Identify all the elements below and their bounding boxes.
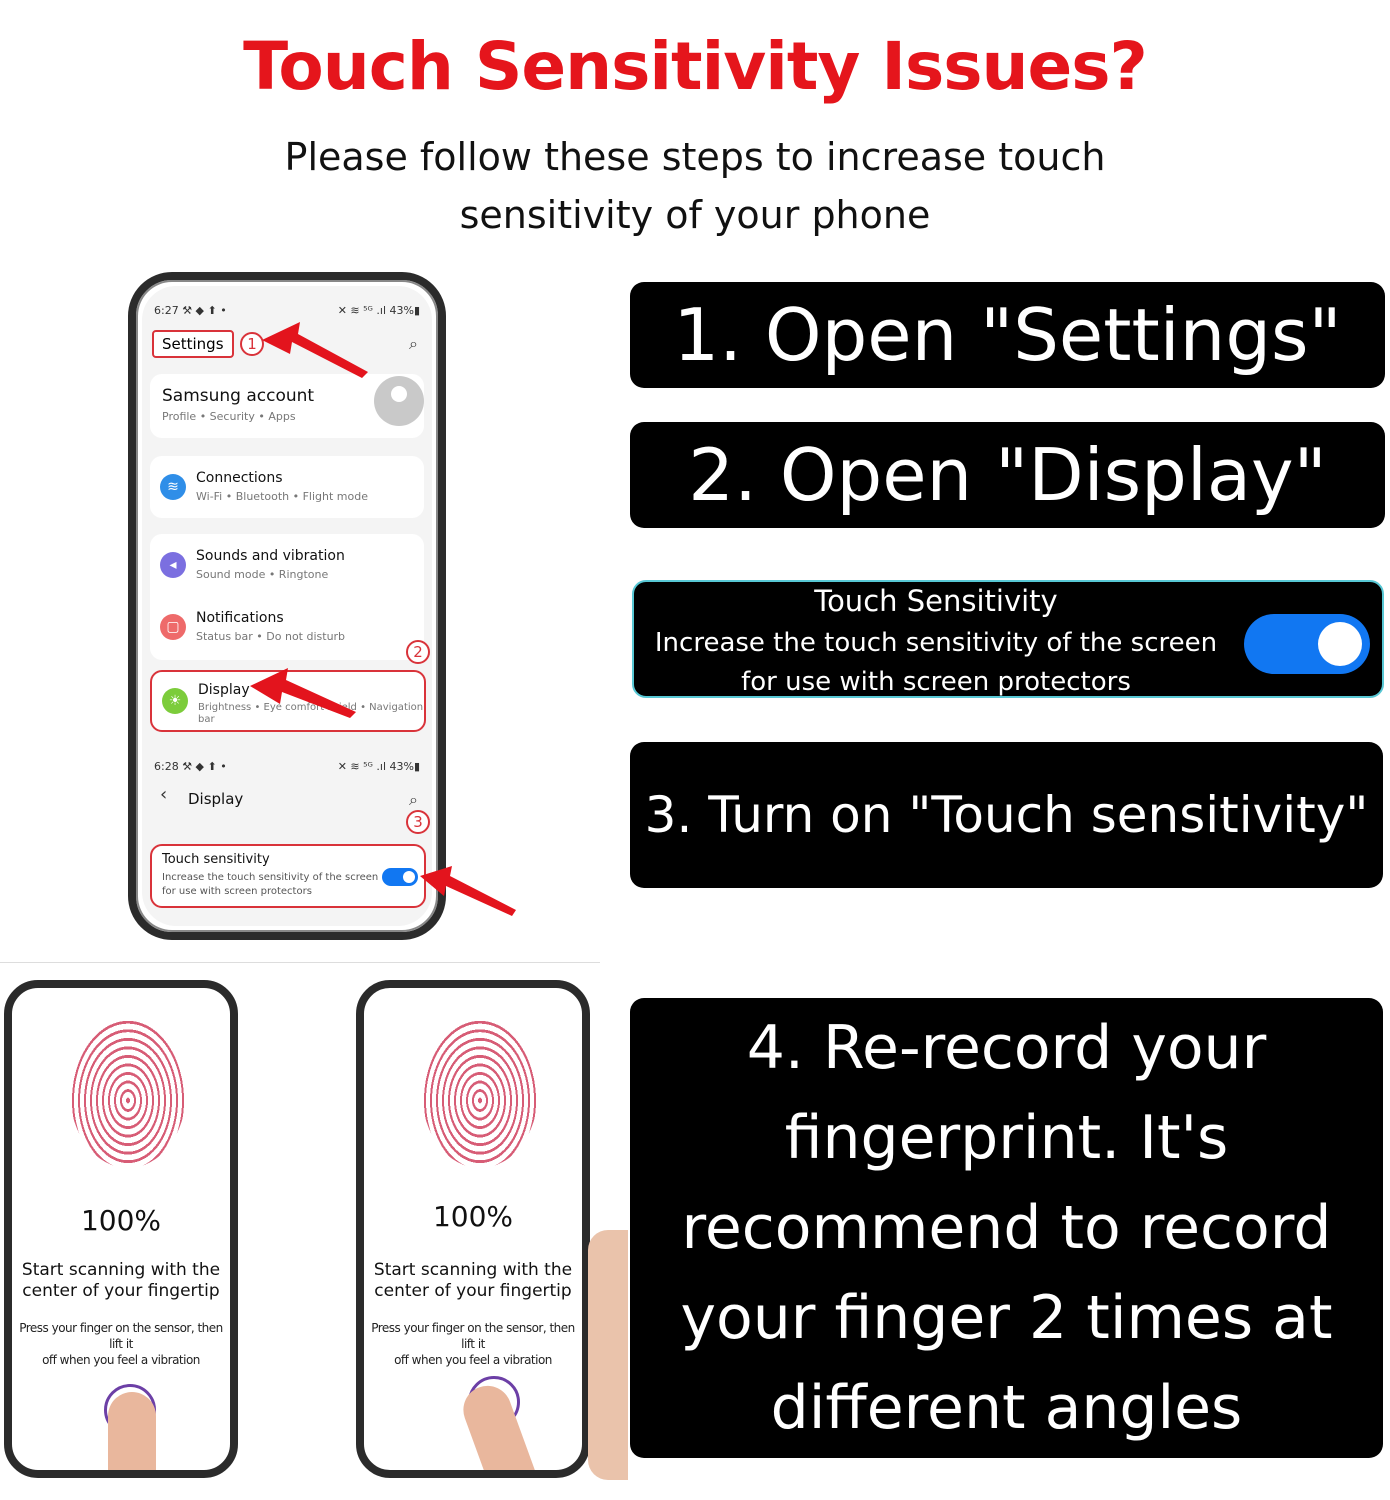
marker-3: 3 bbox=[406, 810, 430, 834]
display-sub: Brightness • Eye comfort shield • Navigation bbox=[198, 702, 424, 713]
display-title: Display bbox=[198, 682, 250, 698]
scan-percent-2: 100% bbox=[432, 1200, 514, 1233]
back-icon[interactable]: ‹ bbox=[160, 784, 168, 805]
scan-instruction-2 bbox=[364, 1260, 582, 1302]
subtitle-line-2: sensitivity of your phone bbox=[459, 193, 931, 237]
touch-sensitivity-desc bbox=[634, 624, 1238, 702]
fingerprint-icon-2 bbox=[422, 1018, 538, 1168]
wifi-icon: ≋ bbox=[160, 474, 186, 500]
settings-header[interactable]: Settings bbox=[152, 330, 234, 358]
fingerprint-phone-2 bbox=[356, 980, 590, 1478]
red-arrows bbox=[0, 0, 620, 960]
marker-1: 1 bbox=[240, 332, 264, 356]
ts-row-desc-2: for use with screen protectors bbox=[162, 886, 312, 897]
step-4-line-5: different angles bbox=[770, 1373, 1243, 1443]
divider bbox=[0, 962, 600, 963]
ts-desc-line-2: for use with screen protectors bbox=[741, 667, 1131, 697]
connections-title: Connections bbox=[196, 470, 283, 486]
hint-line-2: off when you feel a vibration bbox=[42, 1353, 200, 1367]
step-2-box: 2. Open "Display" bbox=[630, 422, 1385, 528]
scan-line-2: center of your fingertip bbox=[22, 1281, 220, 1301]
scan2-line-2: center of your fingertip bbox=[374, 1281, 572, 1301]
account-title: Samsung account bbox=[162, 386, 315, 406]
ts-row-title: Touch sensitivity bbox=[162, 852, 270, 867]
step-4-line-1: 4. Re-record your bbox=[746, 1013, 1267, 1083]
step-1-box: 1. Open "Settings" bbox=[630, 282, 1385, 388]
fingerprint-phone-1 bbox=[4, 980, 238, 1478]
step-4-box bbox=[630, 998, 1383, 1458]
scan-hint-2 bbox=[364, 1320, 582, 1368]
notifications-title[interactable]: Notifications bbox=[196, 610, 284, 626]
touch-sensitivity-toggle[interactable] bbox=[1244, 614, 1370, 674]
sounds-title[interactable]: Sounds and vibration bbox=[196, 548, 345, 564]
scan-instruction bbox=[12, 1260, 230, 1302]
speaker-icon: ◂ bbox=[160, 552, 186, 578]
finger-image bbox=[108, 1392, 156, 1478]
toggle-knob bbox=[1318, 622, 1362, 666]
sounds-sub: Sound mode • Ringtone bbox=[196, 568, 329, 581]
hint2-line-2: off when you feel a vibration bbox=[394, 1353, 552, 1367]
search-icon[interactable]: ⌕ bbox=[409, 334, 418, 353]
ts-row-desc-1: Increase the touch sensitivity of the screen bbox=[162, 872, 379, 883]
hint-line-1: Press your finger on the sensor, then lift it bbox=[19, 1321, 223, 1351]
status-time-2: 6:28 ⚒ ◆ ⬆ • bbox=[154, 760, 227, 773]
sun-icon: ☀ bbox=[162, 688, 188, 714]
touch-sensitivity-card bbox=[632, 580, 1384, 698]
arrow-to-toggle bbox=[420, 866, 516, 916]
step-4-line-4: your finger 2 times at bbox=[680, 1283, 1333, 1353]
fingerprint-icon bbox=[70, 1018, 186, 1168]
hand-image bbox=[588, 1230, 628, 1480]
account-sub: Profile • Security • Apps bbox=[162, 410, 296, 423]
scan-percent: 100% bbox=[80, 1204, 162, 1237]
step-4-text bbox=[681, 1003, 1333, 1453]
subtitle-line-1: Please follow these steps to increase touch bbox=[284, 135, 1106, 179]
arrow-to-display bbox=[250, 668, 356, 718]
step-3-box: 3. Turn on "Touch sensitivity" bbox=[630, 742, 1383, 888]
status-time: 6:27 ⚒ ◆ ⬆ • bbox=[154, 304, 227, 317]
touch-sensitivity-title: Touch Sensitivity bbox=[814, 584, 1058, 618]
notification-icon: ▢ bbox=[160, 614, 186, 640]
hint2-line-1: Press your finger on the sensor, then lift it bbox=[371, 1321, 575, 1351]
search-icon-2[interactable]: ⌕ bbox=[409, 790, 418, 809]
step-4-line-2: fingerprint. It's bbox=[784, 1103, 1229, 1173]
marker-2: 2 bbox=[406, 640, 430, 664]
arrow-to-settings bbox=[262, 322, 368, 378]
status-icons: ✕ ≋ ⁵ᴳ .ıl 43%▮ bbox=[337, 304, 420, 317]
page-title: Touch Sensitivity Issues? bbox=[243, 28, 1147, 105]
step-4-line-3: recommend to record bbox=[681, 1193, 1332, 1263]
scan2-line-1: Start scanning with the bbox=[373, 1260, 573, 1280]
ts-desc-line-1: Increase the touch sensitivity of the screen bbox=[654, 628, 1218, 658]
display-sub-2: bar bbox=[198, 714, 215, 725]
status-icons-2: ✕ ≋ ⁵ᴳ .ıl 43%▮ bbox=[337, 760, 420, 773]
finger-image-2 bbox=[457, 1379, 540, 1478]
scan-line-1: Start scanning with the bbox=[21, 1260, 221, 1280]
notifications-sub: Status bar • Do not disturb bbox=[196, 630, 346, 643]
connections-sub: Wi-Fi • Bluetooth • Flight mode bbox=[196, 490, 369, 503]
scan-hint bbox=[12, 1320, 230, 1368]
display-header: Display bbox=[188, 790, 244, 808]
